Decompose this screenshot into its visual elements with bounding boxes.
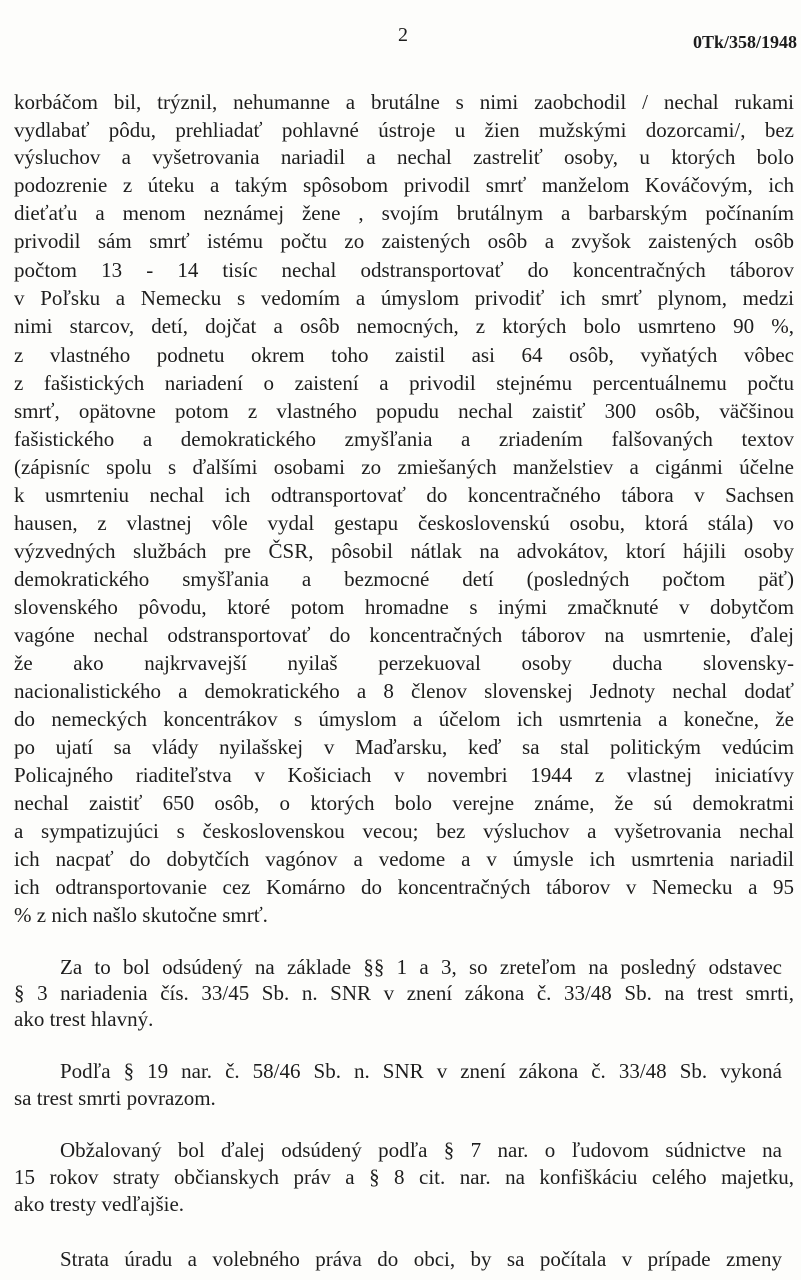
- text-line: nechal zaistiť 650 osôb, o ktorých bolo verejne známe, že sú demokratmi: [14, 791, 794, 815]
- text-line: Obžalovaný bol ďalej odsúdený podľa § 7 nar. o ľudovom súdnictve na: [60, 1138, 782, 1162]
- text-line: 15 rokov straty občianskych práv a § 8 cit. nar. na konfiškáciu celého majetku,: [14, 1165, 794, 1189]
- text-line: že ako najkrvavejší nyilaš perzekuoval osoby ducha slovensky-: [14, 651, 794, 675]
- text-line: nacionalistického a demokratického a 8 členov slovenskej Jednoty nechal dodať: [14, 679, 794, 703]
- text-line: § 3 nariadenia čís. 33/45 Sb. n. SNR v znení zákona č. 33/48 Sb. na trest smrti,: [14, 981, 794, 1005]
- text-line: ako trest hlavný.: [14, 1007, 154, 1031]
- text-line: k usmrteniu nechal ich odtransportovať do koncentračného tábora v Sachsen: [14, 483, 794, 507]
- text-line: počtom 13 - 14 tisíc nechal odstransportovať do koncentračných táborov: [14, 258, 794, 282]
- text-line: a sympatizujúci s československou vecou; bez výsluchov a vyšetrovania nechal: [14, 819, 794, 843]
- text-line: z vlastného podnetu okrem toho zaistil asi 64 osôb, vyňatých vôbec: [14, 343, 794, 367]
- page-number: 2: [398, 24, 409, 46]
- text-line: korbáčom bil, trýznil, nehumanne a brutálne s nimi zaobchodil / nechal rukami: [14, 90, 794, 114]
- text-line: slovenského pôvodu, ktoré potom hromadne s inými zmačknuté v dobytčom: [14, 595, 794, 619]
- text-line: výzvedných službách pre ČSR, pôsobil nátlak na advokátov, ktorí hájili osoby: [14, 539, 794, 563]
- text-line: nimi starcov, detí, dojčat a osôb nemocných, z ktorých bolo usmrteno 90 %,: [14, 314, 794, 338]
- text-line: (zápisníc spolu s ďalšími osobami zo zmiešaných manželstiev a cigánmi účelne: [14, 455, 794, 479]
- text-line: podozrenie z úteku a takým spôsobom privodil smrť manželom Kováčovým, ich: [14, 173, 794, 197]
- text-line: ich odtransportovanie cez Komárno do koncentračných táborov v Nemecku a 95: [14, 875, 794, 899]
- text-line: Policajného riaditeľstva v Košiciach v novembri 1944 z vlastnej iniciatívy: [14, 763, 794, 787]
- text-line: smrť, opätovne potom z vlastného popudu nechal zaistiť 300 osôb, väčšinou: [14, 399, 794, 423]
- text-line: vagóne nechal odstransportovať do koncentračných táborov na usmrtenie, ďalej: [14, 623, 794, 647]
- text-line: z fašistických nariadení o zaistení a privodil stejnému percentuálnemu počtu: [14, 371, 794, 395]
- text-line: ich nacpať do dobytčích vagónov a vedome a v úmysle ich usmrtenia nariadil: [14, 847, 794, 871]
- file-reference: 0Tk/358/1948: [692, 32, 797, 52]
- text-line: vydlabať pôdu, prehliadať pohlavné ústroje u žien mužskými dozorcami/, bez: [14, 118, 794, 142]
- text-line: Podľa § 19 nar. č. 58/46 Sb. n. SNR v znení zákona č. 33/48 Sb. vykoná: [60, 1059, 782, 1083]
- text-line: Strata úradu a volebného práva do obci, by sa počítala v prípade zmeny: [60, 1247, 782, 1271]
- text-line: Za to bol odsúdený na základe §§ 1 a 3, so zreteľom na posledný odstavec: [60, 955, 782, 979]
- text-line: po ujatí sa vlády nyilašskej v Maďarsku, keď sa stal politickým vedúcim: [14, 735, 794, 759]
- text-line: privodil sám smrť istému počtu zo zaistených osôb a zvyšok zaistených osôb: [14, 229, 794, 253]
- text-line: demokratického smyšľania a bezmocné detí (posledných počtom päť): [14, 567, 794, 591]
- text-line: % z nich našlo skutočne smrť.: [14, 903, 268, 927]
- text-line: sa trest smrti povrazom.: [14, 1086, 216, 1110]
- text-line: ako tresty vedľajšie.: [14, 1192, 185, 1216]
- text-line: v Poľsku a Nemecku s vedomím a úmyslom privodiť ich smrť plynom, medzi: [14, 286, 794, 310]
- text-line: fašistického a demokratického zmyšľania a zriadením falšovaných textov: [14, 427, 794, 451]
- text-line: dieťaťu a menom neznámej žene , svojím brutálnym a barbarským počínaním: [14, 201, 794, 225]
- text-line: do nemeckých koncentrákov s úmyslom a účelom ich usmrtenia a konečne, že: [14, 707, 794, 731]
- text-line: hausen, z vlastnej vôle vydal gestapu československú osobu, ktorá stála) vo: [14, 511, 794, 535]
- text-line: výsluchov a vyšetrovania nariadil a nechal zastreliť osoby, u ktorých bolo: [14, 145, 794, 169]
